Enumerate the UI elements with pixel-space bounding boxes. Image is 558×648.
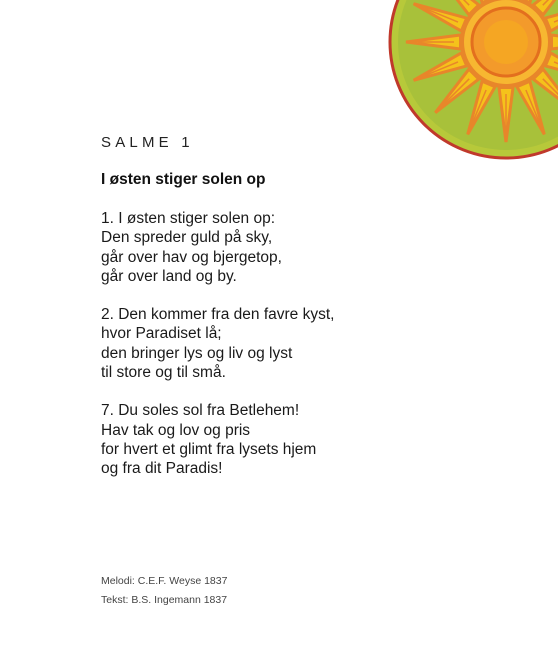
verse-line: Den spreder guld på sky, bbox=[101, 229, 273, 247]
verse-line: hvor Paradiset lå; bbox=[101, 325, 222, 343]
credits bbox=[101, 572, 227, 610]
verse-line: den bringer lys og liv og lyst bbox=[101, 344, 293, 362]
verse-1 bbox=[101, 209, 334, 286]
verse-line: 7. Du soles sol fra Betlehem! bbox=[101, 402, 300, 420]
hymn-title: I østen stiger solen op bbox=[101, 171, 266, 188]
hymn-number: SALME 1 bbox=[101, 134, 194, 151]
verse-line: går over hav og bjergetop, bbox=[101, 248, 282, 266]
verse-line: 2. Den kommer fra den favre kyst, bbox=[101, 306, 335, 324]
verse-line: til store og til små. bbox=[101, 364, 226, 382]
sun-ray bbox=[552, 35, 558, 49]
sun-icon bbox=[386, 0, 558, 162]
verse-line: går over land og by. bbox=[101, 267, 237, 285]
verse-2 bbox=[101, 305, 334, 382]
text-credit: Tekst: B.S. Ingemann 1837 bbox=[101, 594, 228, 606]
verse-line: 1. I østen stiger solen op: bbox=[101, 210, 276, 227]
verse-line: Hav tak og lov og pris bbox=[101, 421, 251, 439]
verse-line: for hvert et glimt fra lysets hjem bbox=[101, 440, 317, 458]
hymn-verses bbox=[101, 209, 334, 498]
melody-credit: Melodi: C.E.F. Weyse 1837 bbox=[101, 575, 228, 587]
verse-7 bbox=[101, 401, 334, 478]
verse-line: og fra dit Paradis! bbox=[101, 460, 223, 478]
